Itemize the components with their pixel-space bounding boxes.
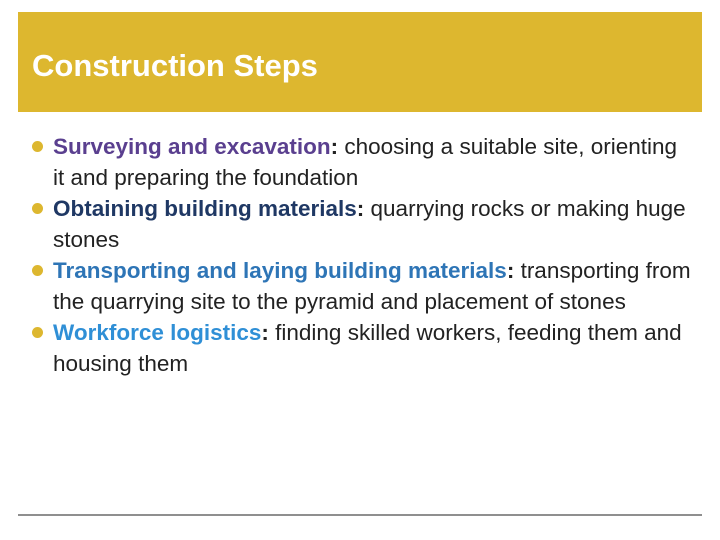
footer-divider (18, 514, 702, 516)
bullet-description: finding skilled workers, feeding them and housing them (53, 320, 682, 376)
bullet-item (32, 255, 692, 317)
bullet-item (32, 317, 692, 379)
bullet-separator: : (261, 320, 269, 345)
bullet-term: Transporting and laying building materials (53, 258, 507, 283)
bullet-dot-icon (32, 203, 43, 214)
bullet-term: Obtaining building materials (53, 196, 357, 221)
slide-title: Construction Steps (32, 48, 318, 83)
bullet-separator: : (506, 258, 515, 283)
bullet-item (32, 131, 692, 193)
title-bar (18, 12, 702, 112)
bullet-description: transporting from the quarrying site to the pyramid and placement of stones (53, 258, 691, 314)
bullet-dot-icon (32, 327, 43, 338)
bullet-separator: : (330, 134, 339, 159)
bullet-item (32, 193, 692, 255)
bullet-list (32, 131, 692, 379)
bullet-separator: : (356, 196, 365, 221)
bullet-description: choosing a suitable site, orienting it and preparing the foundation (53, 134, 678, 190)
bullet-dot-icon (32, 265, 43, 276)
bullet-description: quarrying rocks or making huge stones (53, 196, 686, 252)
bullet-term: Surveying and excavation (53, 134, 331, 159)
bullet-term: Workforce logistics (53, 320, 262, 345)
bullet-dot-icon (32, 141, 43, 152)
